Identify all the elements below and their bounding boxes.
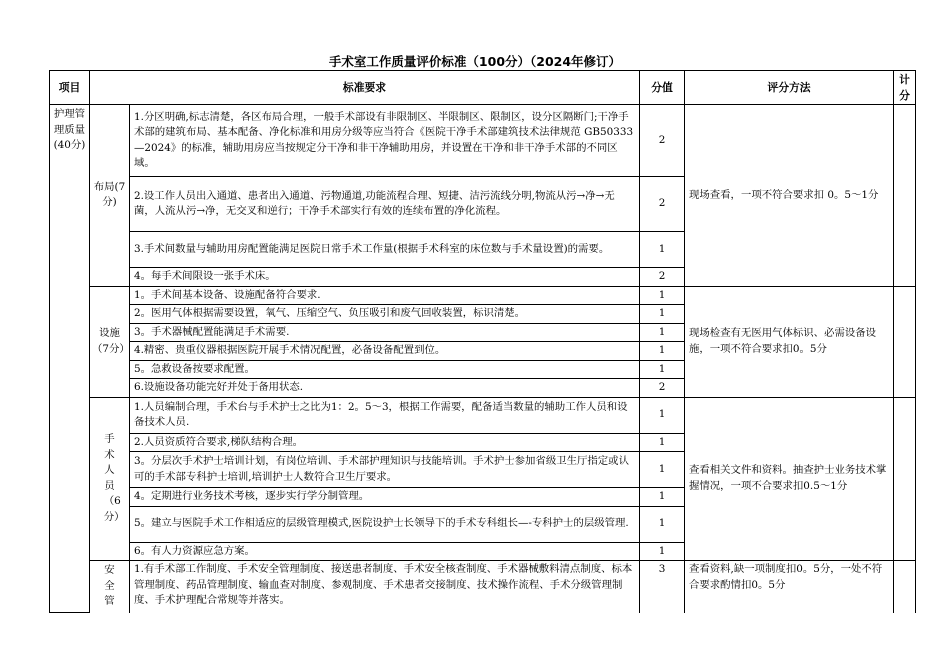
requirement-text: 1.有手术部工作制度、手术安全管理制度、接送患者制度、手术安全核查制度、手术器械敷料清点制度、标本管理制度、药品管理制度、输血查对制度、参观制度、手术患者交接制度、技术操作流程、手术分级管理制度、手术护理配合常规等并落实。 [130,561,640,613]
total-cell [894,286,916,397]
requirement-text: 3.手术间数量与辅助用房配置能满足医院日常手术工作量(根据手术科室的床位数与手术量设置)的需要。 [130,232,640,268]
requirement-text: 4.精密、贵重仪器根据医院开展手术情况配置，必备设备配置到位。 [130,342,640,361]
score-value: 2 [640,268,685,287]
score-value: 1 [640,542,685,561]
score-value: 1 [640,342,685,361]
score-value: 1 [640,286,685,305]
score-value: 2 [640,177,685,232]
score-value: 1 [640,397,685,433]
score-value: 1 [640,488,685,507]
table-row [50,561,916,613]
score-value: 1 [640,433,685,452]
section-staff-label [90,397,130,561]
requirement-text: 2.设工作人员出入通道、患者出入通道、污物通道,功能流程合理、短捷、洁污流线分明,物流从污→净→无菌，人流从污→净，无交叉和逆行；干净手术部实行有效的连续布置的净化流程。 [130,177,640,232]
header-method: 评分方法 [685,71,894,105]
header-total: 计分 [899,73,910,102]
score-value: 1 [640,452,685,488]
score-value: 1 [640,506,685,542]
method-staff: 查看相关文件和资料。抽查护士业务技术掌握情况，一项不合要求扣0.5～1分 [685,397,894,561]
section-safety-label [90,561,130,613]
total-cell [894,397,916,561]
section-safety-name: 安全管 [104,564,115,607]
score-value: 3 [640,561,685,613]
score-value: 1 [640,305,685,324]
table-row [50,105,916,177]
total-cell [894,105,916,287]
method-layout: 现场查看，一项不符合要求扣 0。5～1分 [685,105,894,287]
section-facility-label: 设施（7分） [90,286,130,397]
category-cell: 护理管理质量(40分) [50,105,90,613]
requirement-text: 4。每手术间限设一张手术床。 [130,268,640,287]
requirement-text: 6.设施设备功能完好并处于备用状态. [130,379,640,398]
table-row [50,286,916,305]
requirement-text: 1。手术间基本设备、设施配备符合要求. [130,286,640,305]
requirement-text: 5。急救设备按要求配置。 [130,360,640,379]
requirement-text: 2。医用气体根据需要设置，氧气、压缩空气、负压吸引和废气回收装置，标识清楚。 [130,305,640,324]
score-value: 2 [640,105,685,177]
method-facility: 现场检查有无医用气体标识、必需设备设施，一项不符合要求扣0。5分 [685,286,894,397]
table-row [50,397,916,433]
method-safety: 查看资料,缺一项制度扣0。5分，一处不符合要求酌情扣0。5分 [685,561,894,613]
requirement-text: 4。定期进行业务技术考核，逐步实行学分制管理。 [130,488,640,507]
header-score: 分值 [640,71,685,105]
requirement-text: 6。有人力资源应急方案。 [130,542,640,561]
score-value: 1 [640,323,685,342]
total-cell [894,561,916,613]
section-layout-label: 布局(7分) [90,105,130,287]
requirement-text: 5。建立与医院手术工作相适应的层级管理模式,医院设护士长领导下的手术专科组长—-专科护士的层级管理. [130,506,640,542]
score-value: 2 [640,379,685,398]
header-row [50,71,916,105]
score-value: 1 [640,232,685,268]
requirement-text: 3。分层次手术护士培训计划，有岗位培训、手术部护理知识与技能培训。手术护士参加省级卫生厅指定或认可的手术部专科护士培训,培训护士人数符合卫生厅要求。 [130,452,640,488]
header-standard: 标准要求 [90,71,640,105]
requirement-text: 2.人员资质符合要求,梯队结构合理。 [130,433,640,452]
requirement-text: 1.分区明确,标志清楚，各区布局合理，一般手术部设有非限制区、半限制区、限制区，设分区隔断门;干净手术部的建筑布局、基本配备、净化标准和用房分级等应当符合《医院干净手术部建筑技术法律规范 GB50333—2024》的标准，辅助用房应当按规定分干净和非干净辅助用房，并设置在干净和非干净手术部的不同区域。 [130,105,640,177]
score-value: 1 [640,360,685,379]
page-title: 手术室工作质量评价标准（100分）（2024年修订） [328,54,622,69]
section-staff-name: 手术人员（6分） [103,433,125,523]
evaluation-table [49,70,916,613]
requirement-text: 3。手术器械配置能满足手术需要. [130,323,640,342]
requirement-text: 1.人员编制合理，手术台与手术护士之比为1：2。5～3，根据工作需要，配备适当数量的辅助工作人员和设备技术人员. [130,397,640,433]
header-item: 项目 [50,71,90,105]
